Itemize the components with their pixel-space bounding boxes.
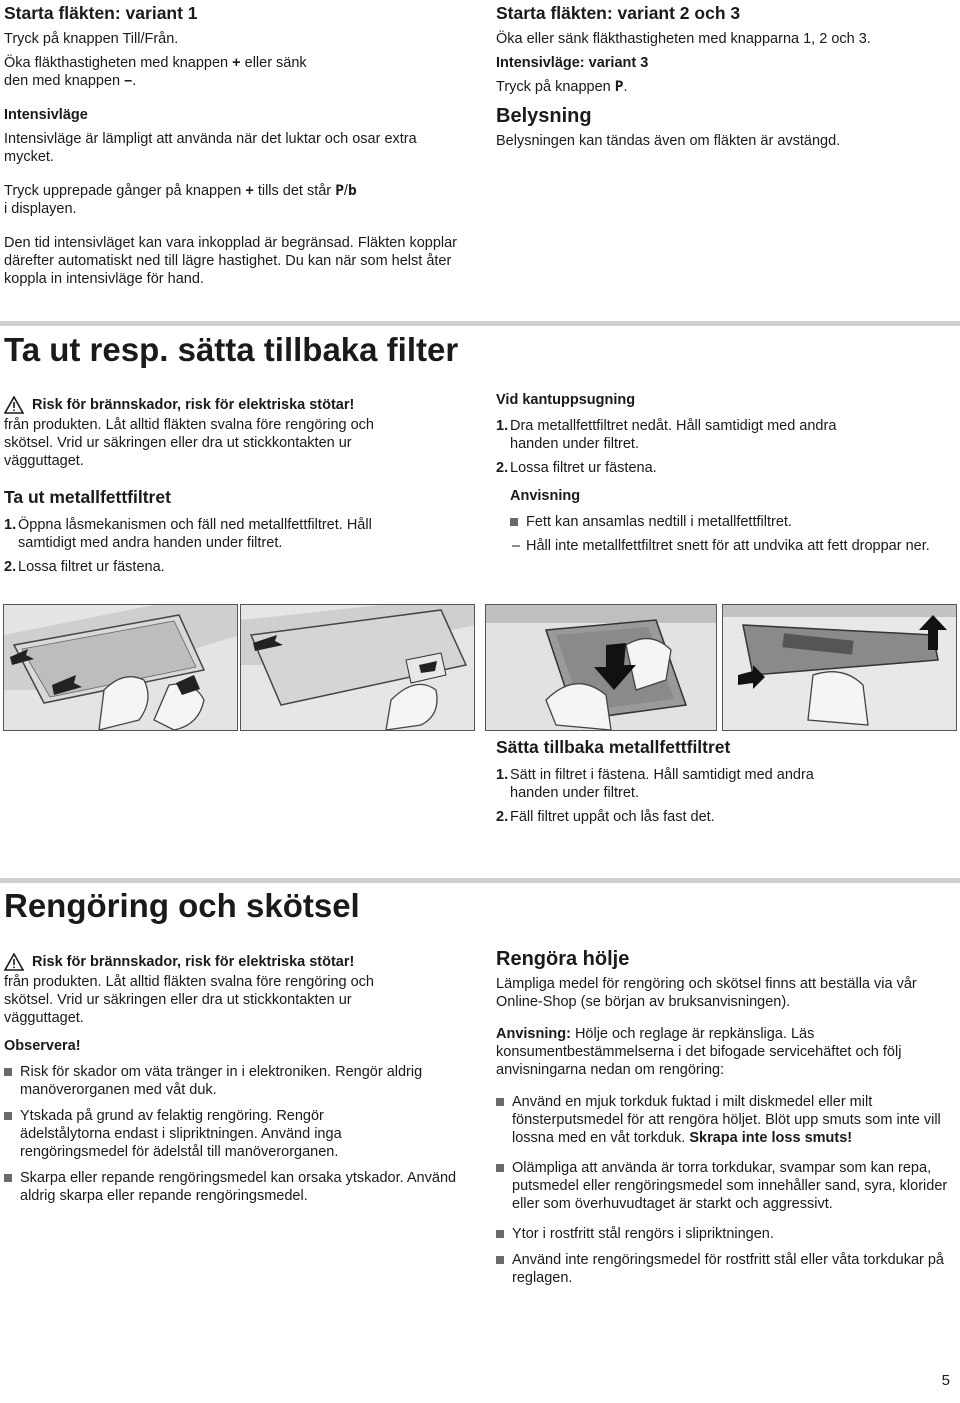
- page-number: 5: [941, 1372, 950, 1389]
- start-v1-paragraph-1: Tryck på knappen Till/Från.: [4, 31, 179, 47]
- step-item: 2. Fäll filtret uppåt och lås fast det.: [496, 809, 715, 825]
- minus-icon: –: [124, 73, 133, 89]
- refit-filter-steps: [496, 766, 956, 826]
- dash-bullet-icon: –: [512, 538, 521, 554]
- housing-note: [496, 1025, 956, 1079]
- illustration-open-lock: [3, 604, 238, 731]
- square-bullet-icon: [4, 1068, 12, 1076]
- belysning-title: Belysning: [496, 105, 592, 127]
- intensiv-variant-3-title: Intensivläge: variant 3: [496, 55, 649, 71]
- plus-icon: +: [232, 55, 241, 71]
- list-item: Olämpliga att använda är torra torkdukar, svampar som kan repa, putsmedel eller rengöringsmedel som innehåller sand, syra, klorider eller som överhuvudtaget är starkt och aggressivt.: [496, 1159, 956, 1213]
- remove-filter-title: Ta ut metallfettfiltret: [4, 487, 171, 507]
- section-divider: [0, 321, 960, 326]
- illustration-edge-suction-pull-drawing: [486, 605, 717, 731]
- cleaning-left-column: [4, 953, 474, 1211]
- illustration-edge-suction-lift: [722, 604, 957, 731]
- housing-note-text: Hölje och reglage är repkänsliga. Läs konsumentbestämmelserna i det bifogade servicehäftet och följ anvisningarna nedan om rengöring:: [496, 1026, 902, 1078]
- start-v1-paragraph-3: Intensivläge är lämpligt att använda när det luktar och osar extra mycket.: [4, 131, 417, 165]
- square-bullet-icon: [4, 1112, 12, 1120]
- step-item: 2. Lossa filtret ur fästena.: [496, 460, 657, 476]
- list-item: Ytskada på grund av felaktig rengöring. Rengör ädelstålytorna endast i slipriktningen. Använd inga rengöringsmedel för ädelstål till manöverorganen.: [4, 1107, 464, 1161]
- square-bullet-icon: [496, 1256, 504, 1264]
- filter-left-column: [4, 396, 464, 576]
- start-variant-1-title: Starta fläkten: variant 1: [4, 3, 198, 23]
- housing-list: [496, 1093, 956, 1287]
- b-display-icon: b: [347, 183, 357, 199]
- step-item: 1. Dra metallfettfiltret nedåt. Håll samtidigt med andra handen under filtret.: [496, 418, 837, 452]
- refit-filter-title: Sätta tillbaka metallfettfiltret: [496, 737, 731, 757]
- cleaning-warning-body: från produkten. Låt alltid fläkten svalna före rengöring och skötsel. Vrid ur säkringen eller dra ut stickkontakten ur vägguttaget.: [4, 974, 374, 1026]
- square-bullet-icon: [4, 1174, 12, 1182]
- section-start-variant-1: [4, 2, 474, 288]
- note-list: [496, 513, 960, 555]
- filter-right-column: [496, 391, 956, 561]
- start-v23-paragraph-2: Tryck på knappen P.: [496, 79, 628, 95]
- illustration-open-lock-drawing: [4, 605, 238, 731]
- belysning-paragraph: Belysningen kan tändas även om fläkten är avstängd.: [496, 133, 841, 149]
- housing-paragraph-1: Lämpliga medel för rengöring och skötsel finns att beställa via vår Online-Shop (se början av bruksanvisningen).: [496, 976, 917, 1010]
- start-variant-2-3-title: Starta fläkten: variant 2 och 3: [496, 3, 741, 23]
- edge-suction-title: Vid kantuppsugning: [496, 392, 636, 408]
- section-start-variant-2-3: [496, 2, 956, 150]
- p-display-icon: P: [614, 79, 624, 95]
- list-item: Ytor i rostfritt stål rengörs i slipriktningen.: [496, 1225, 956, 1243]
- cleaning-right-column: [496, 947, 956, 1293]
- plus-icon: +: [245, 183, 254, 199]
- square-bullet-icon: [496, 1098, 504, 1106]
- step-item: 2. Lossa filtret ur fästena.: [4, 559, 165, 575]
- remove-filter-steps: [4, 516, 464, 576]
- illustration-lower-filter-drawing: [241, 605, 475, 731]
- note-title: Anvisning: [510, 488, 581, 504]
- observe-title: Observera!: [4, 1038, 81, 1054]
- list-item: Använd en mjuk torkduk fuktad i milt diskmedel eller milt fönsterputsmedel för att rengöra höljet. Blöt upp smuts som inte vill lossna med en våt torkduk. Skrapa inte loss smuts!: [496, 1093, 956, 1147]
- edge-suction-steps: [496, 417, 956, 477]
- illustration-edge-suction-pull: [485, 604, 717, 731]
- illustration-lower-filter: [240, 604, 475, 731]
- intensiv-title: Intensivläge: [4, 107, 88, 123]
- section-divider: [0, 878, 960, 883]
- cleaning-section-title: Rengöring och skötsel: [4, 887, 360, 924]
- housing-title: Rengöra hölje: [496, 948, 630, 970]
- filter-warning-text: Risk för brännskador, risk för elektriska stötar!: [32, 397, 355, 413]
- start-v1-paragraph-2: Öka fläkthastigheten med knappen + eller sänk den med knappen –.: [4, 55, 307, 89]
- cleaning-warning-text: Risk för brännskador, risk för elektriska stötar!: [32, 954, 355, 970]
- warning-triangle-icon: [4, 953, 24, 971]
- illustration-edge-suction-lift-drawing: [723, 605, 957, 731]
- housing-note-label: Anvisning:: [496, 1026, 571, 1042]
- step-item: 1. Öppna låsmekanismen och fäll ned metallfettfiltret. Håll samtidigt med andra handen under filtret.: [4, 517, 372, 551]
- square-bullet-icon: [496, 1164, 504, 1172]
- warning-triangle-icon: [4, 396, 24, 414]
- filter-warning: [4, 396, 464, 414]
- square-bullet-icon: [510, 518, 518, 526]
- observe-list: [4, 1063, 464, 1205]
- p-display-icon: P: [335, 183, 344, 199]
- filter-section-title: Ta ut resp. sätta tillbaka filter: [4, 331, 459, 368]
- cleaning-warning: [4, 953, 474, 971]
- list-item: Skarpa eller repande rengöringsmedel kan orsaka ytskador. Använd aldrig skarpa eller repande rengöringsmedel.: [4, 1169, 464, 1205]
- square-bullet-icon: [496, 1230, 504, 1238]
- start-v23-paragraph-1: Öka eller sänk fläkthastigheten med knapparna 1, 2 och 3.: [496, 31, 871, 47]
- list-item: – Håll inte metallfettfiltret snett för att undvika att fett droppar ner.: [512, 538, 930, 554]
- filter-warning-body: från produkten. Låt alltid fläkten svalna före rengöring och skötsel. Vrid ur säkringen eller dra ut stickkontakten ur vägguttaget.: [4, 417, 374, 469]
- list-item: Risk för skador om väta tränger in i elektroniken. Rengör aldrig manöverorganen med våt duk.: [4, 1063, 464, 1099]
- start-v1-paragraph-4: Tryck upprepade gånger på knappen + tills det står P/b i displayen.: [4, 183, 357, 217]
- list-item: Fett kan ansamlas nedtill i metallfettfiltret.: [510, 513, 960, 531]
- start-v1-paragraph-5: Den tid intensivläget kan vara inkopplad är begränsad. Fläkten kopplar därefter automatiskt ned till lägre hastighet. Du kan när som helst åter koppla in intensivläge för hand.: [4, 235, 457, 287]
- step-item: 1. Sätt in filtret i fästena. Håll samtidigt med andra handen under filtret.: [496, 767, 814, 801]
- refit-section: [496, 736, 956, 826]
- list-item: Använd inte rengöringsmedel för rostfritt stål eller våta torkdukar på reglagen.: [496, 1251, 956, 1287]
